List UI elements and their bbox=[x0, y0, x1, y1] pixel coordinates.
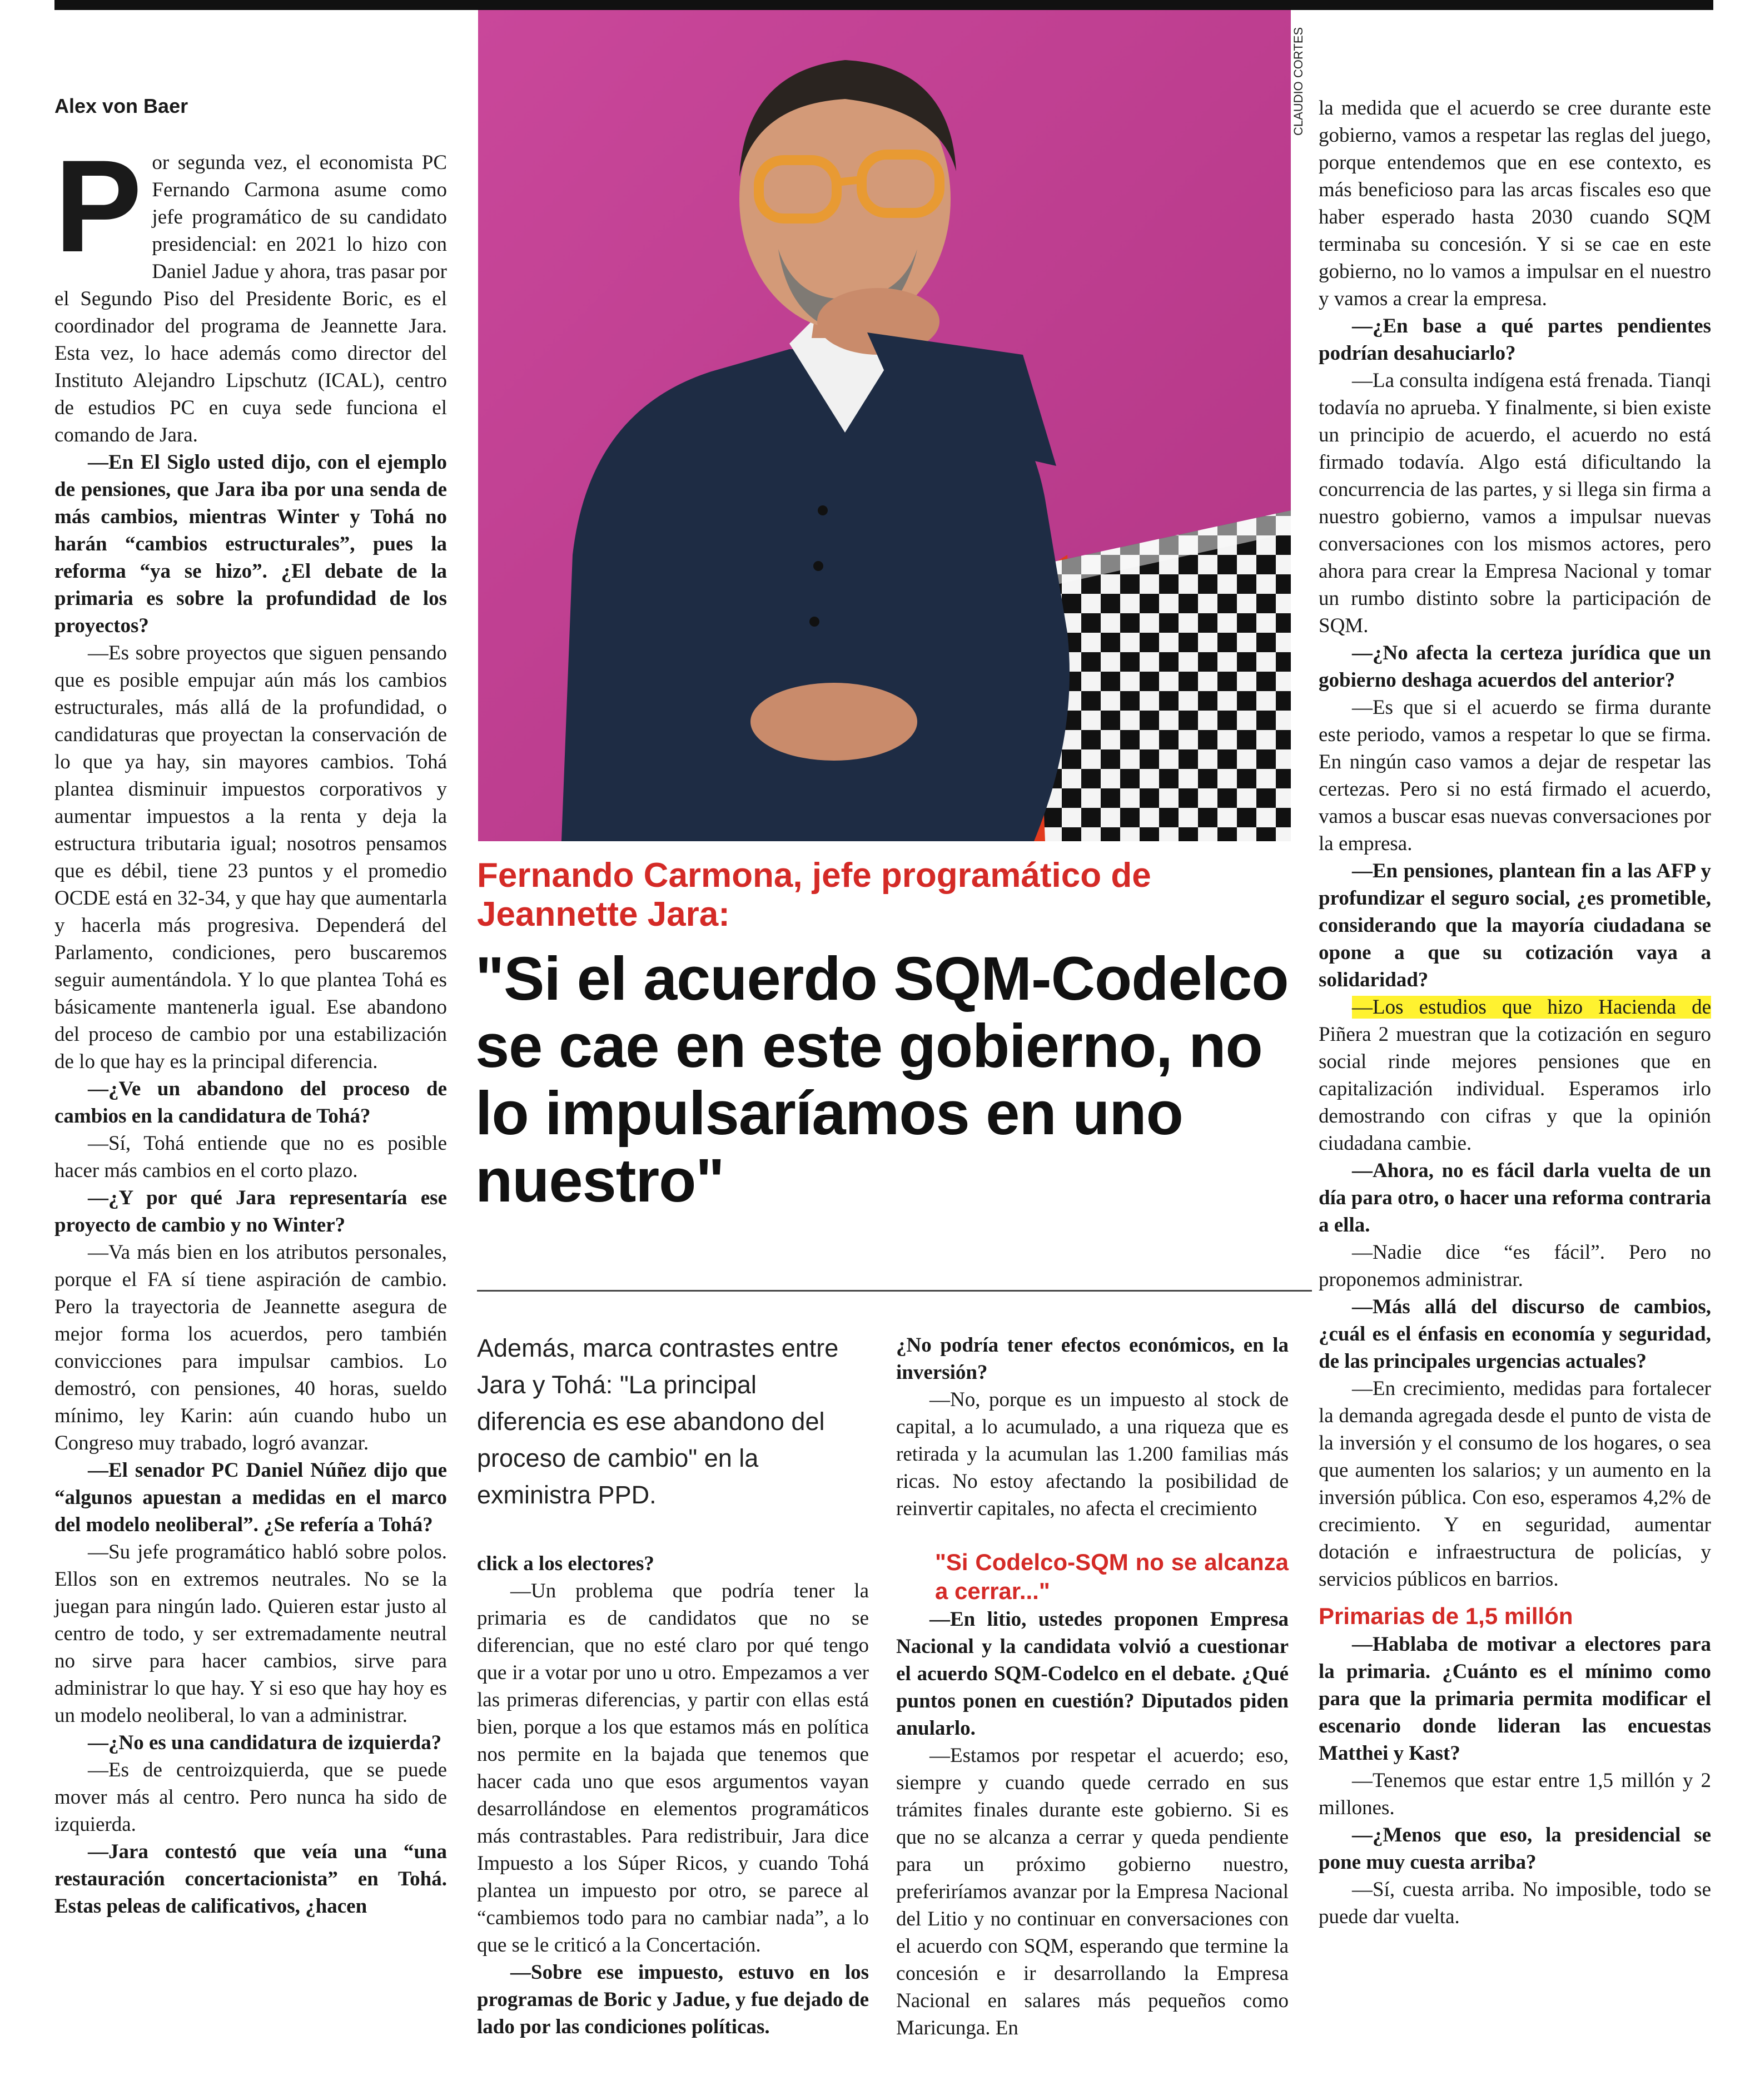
subheading: Primarias de 1,5 millón bbox=[1319, 1603, 1573, 1629]
subheading: "Si Codelco-SQM no se alcanza a cerrar..." bbox=[935, 1549, 1289, 1604]
photo-credit bbox=[1291, 13, 1314, 136]
column-1 bbox=[54, 133, 447, 1920]
answer: —Sí, Tohá entiende que no es posible hacer más cambios en el corto plazo. bbox=[54, 1132, 447, 1182]
answer: —Es de centroizquierda, que se puede mover más al centro. Pero nunca ha sido de izquierda. bbox=[54, 1759, 447, 1836]
drop-cap: P bbox=[54, 133, 142, 280]
answer: —Estamos por respetar el acuerdo; eso, siempre y cuando quede cerrado en sus trámites finales durante este gobierno. Si es que no se alcanza a cerrar y queda pendiente para un próximo gobierno nuestro, preferiríamos avanzar por la Empresa Nacional del Litio y no continuar en conversaciones con el acuerdo con SQM, esperando que termine la concesión e ir desarrollando la Empresa Nacional en salares más pequeños como Maricunga. En bbox=[896, 1744, 1289, 2039]
answer: —Nadie dice “es fácil”. Pero no proponemos administrar. bbox=[1319, 1241, 1711, 1291]
column-2 bbox=[477, 1550, 869, 2041]
deck: Además, marca contrastes entre Jara y Tohá: "La principal diferencia es ese abandono del proceso de cambio" en la exministra PPD. bbox=[477, 1334, 839, 1509]
question: —¿Ve un abandono del proceso de cambios en la candidatura de Tohá? bbox=[54, 1078, 447, 1128]
answer: —Tenemos que estar entre 1,5 millón y 2 millones. bbox=[1319, 1769, 1711, 1819]
answer: —Es sobre proyectos que siguen pensando que es posible empujar aún más los cambios estructurales, más allá de la profundidad, o candidaturas que proyectan la conservación de lo que ya hay, sin mayores cambios. Tohá plantea disminuir impuestos corporativos y aumentar impuestos a la renta y deja la estructura tributaria igual; nosotros pensamos que es débil, tiene 23 puntos y el promedio OCDE está en 32-34, y que hay que aumentarla y hacerla más progresiva. Dependerá del Parlamento, condiciones, pero buscaremos seguir aumentándola. Y lo que plantea Tohá es básicamente mantenerla igual. Ese abandono del proceso de cambio por una estabilización de lo que hay es la principal diferencia. bbox=[54, 642, 447, 1073]
intro-paragraph bbox=[54, 133, 447, 449]
column-4 bbox=[1319, 95, 1711, 1930]
question: —Jara contestó que veía una “una restauración concertacionista” en Tohá. Estas peleas de calificativos, ¿hacen bbox=[54, 1840, 447, 1918]
byline: Alex von Baer bbox=[54, 95, 188, 117]
highlighted-text: —Los estudios que hizo Hacienda de bbox=[1352, 996, 1711, 1019]
answer-text: Piñera 2 muestran que la cotización en seguro social rinde mejores pensiones que en capitalización individual. Esperamos irlo demostrando con cifras y que la opinión ciudadana cambie. bbox=[1319, 1023, 1711, 1155]
top-rule bbox=[54, 0, 1713, 10]
answer: —Un problema que podría tener la primaria es de candidatos que no se diferencian, que no esté claro por qué tengo que ir a votar por uno u otro. Empezamos a ver las primeras diferencias, y partir con ellas está bien, porque a los que estamos más en política nos permite en la bajada que tenemos que hacer cada uno que esos argumentos vayan desarrollándose en elementos programáticos más contrastables. Para redistribuir, Jara dice Impuesto a los Súper Ricos, y cuando Tohá plantea un impuesto por otro, se parece al “cambiemos todo para no cambiar nada”, a lo que se le criticó a la Concertación. bbox=[477, 1580, 869, 1957]
answer: —Sí, cuesta arriba. No imposible, todo se puede dar vuelta. bbox=[1319, 1878, 1711, 1928]
kicker: Fernando Carmona, jefe programático de Jeannette Jara: bbox=[477, 856, 1151, 934]
question: —¿Menos que eso, la presidencial se pone muy cuesta arriba? bbox=[1319, 1824, 1711, 1874]
question: —Más allá del discurso de cambios, ¿cuál es el énfasis en economía y seguridad, de las principales urgencias actuales? bbox=[1319, 1295, 1711, 1373]
question: —En pensiones, plantean fin a las AFP y profundizar el seguro social, ¿es prometible, considerando que la mayoría ciudadana se opone a que su cotización vaya a solidaridad? bbox=[1319, 860, 1711, 991]
question: —¿No es una candidatura de izquierda? bbox=[88, 1731, 442, 1754]
answer: —En crecimiento, medidas para fortalecer la demanda agregada desde el punto de vista de la inversión y el consumo de los hogares, o sea que aumenten los salarios; y un aumento en la inversión pública. Con eso, esperamos 4,2% de crecimiento. Y en seguridad, aumentar dotación e infraestructura de policías, y servicios públicos en barrios. bbox=[1319, 1377, 1711, 1591]
answer: —La consulta indígena está frenada. Tianqi todavía no aprueba. Y finalmente, si bien existe un principio de acuerdo, el acuerdo no está firmado todavía. Algo está dificultando la concurrencia de las partes, y si llega sin firma a nuestro gobierno, vamos a impulsar nuevas conversaciones con los mismos actores, pero ahora para crear la Empresa Nacional y tomar un rumbo distinto sobre la participación de SQM. bbox=[1319, 369, 1711, 637]
headline-divider bbox=[477, 1290, 1312, 1292]
photo-credit-text: CLAUDIO CORTES bbox=[1291, 27, 1305, 136]
intro-text: or segunda vez, el economista PC Fernando Carmona asume como jefe programático de su candidato presidencial: en 2021 lo hizo con Daniel Jadue y ahora, tras pasar por el Segundo Piso del Presidente Boric, es el coordinador del programa de Jeannette Jara. Esta vez, lo hace además como director del Instituto Alejandro Lipschutz (ICAL), centro de estudios PC en cuya sede funciona el comando de Jara. bbox=[54, 151, 447, 446]
answer: —No, porque es un impuesto al stock de capital, a lo acumulado, a una riqueza que es retirada y la acumulan las 1.200 familias más ricas. No estoy afectando la posibilidad de reinvertir capitales, no afecta el crecimiento bbox=[896, 1388, 1289, 1520]
portrait-photo bbox=[478, 10, 1291, 841]
portrait-illustration bbox=[478, 10, 1291, 841]
question: —Sobre ese impuesto, estuvo en los programas de Boric y Jadue, y fue dejado de lado por las condiciones políticas. bbox=[477, 1961, 869, 2038]
question: —Ahora, no es fácil darla vuelta de un día para otro, o hacer una reforma contraria a ella. bbox=[1319, 1159, 1711, 1237]
question: —En litio, ustedes proponen Empresa Nacional y la candidata volvió a cuestionar el acuerdo SQM-Codelco en el debate. ¿Qué puntos ponen en cuestión? Diputados piden anularlo. bbox=[896, 1608, 1289, 1740]
question: —En El Siglo usted dijo, con el ejemplo de pensiones, que Jara iba por una senda de más cambios, mientras Winter y Tohá no harán “cambios estructurales”, pues la reforma “ya se hizo”. ¿El debate de la primaria es sobre la profundidad de los proyectos? bbox=[54, 451, 447, 637]
question: —¿No afecta la certeza jurídica que un gobierno deshaga acuerdos del anterior? bbox=[1319, 642, 1711, 692]
question: —Hablaba de motivar a electores para la primaria. ¿Cuánto es el mínimo como para que la primaria permita modificar el escenario donde lideran las encuestas Matthei y Kast? bbox=[1319, 1633, 1711, 1765]
answer: —Su jefe programático habló sobre polos. Ellos son en extremos neutrales. No se la juegan para ningún lado. Quieren estar justo al centro de todo, y ser extremadamente neutral no sirve para hacer cambios, sirve para administrar lo que hay. Y si eso que hay hoy es un modelo neoliberal, lo van a administrar. bbox=[54, 1541, 447, 1727]
question-continued: ¿No podría tener efectos económicos, en la inversión? bbox=[896, 1334, 1289, 1384]
question: —¿Y por qué Jara representaría ese proyecto de cambio y no Winter? bbox=[54, 1186, 447, 1237]
question-continued: click a los electores? bbox=[477, 1552, 654, 1575]
column-3 bbox=[896, 1332, 1289, 2042]
answer bbox=[1319, 994, 1711, 1157]
answer-continued: la medida que el acuerdo se cree durante este gobierno, vamos a respetar las reglas del juego, porque entendemos que en ese contexto, es más beneficioso para las arcas fiscales eso que haber esperado hasta 2030 cuando SQM terminaba su concesión. Y si se cae en este gobierno, no lo vamos a impulsar en el nuestro y vamos a crear la empresa. bbox=[1319, 97, 1711, 310]
question: —El senador PC Daniel Núñez dijo que “algunos apuestan a medidas en el marco del modelo neoliberal”. ¿Se refería a Tohá? bbox=[54, 1459, 447, 1536]
question: —¿En base a qué partes pendientes podrían desahuciarlo? bbox=[1319, 315, 1711, 365]
headline: "Si el acuerdo SQM-Codelco se cae en este gobierno, no lo impulsaríamos en uno nuestro" bbox=[475, 945, 1289, 1215]
answer: —Es que si el acuerdo se firma durante este periodo, vamos a respetar lo que se firma. En ningún caso vamos a dejar de respetar las certezas. Pero si no está firmado el acuerdo, vamos a buscar esas nuevas conversaciones por la empresa. bbox=[1319, 696, 1711, 855]
answer: —Va más bien en los atributos personales, porque el FA sí tiene aspiración de cambio. Pero la trayectoria de Jeannette asegura de mejor forma los acuerdos, pero también convicciones para impulsar cambios. Lo demostró, con pensiones, 40 horas, sueldo mínimo, ley Karin: aún cuando hubo un Congreso muy trabado, logró avanzar. bbox=[54, 1241, 447, 1454]
